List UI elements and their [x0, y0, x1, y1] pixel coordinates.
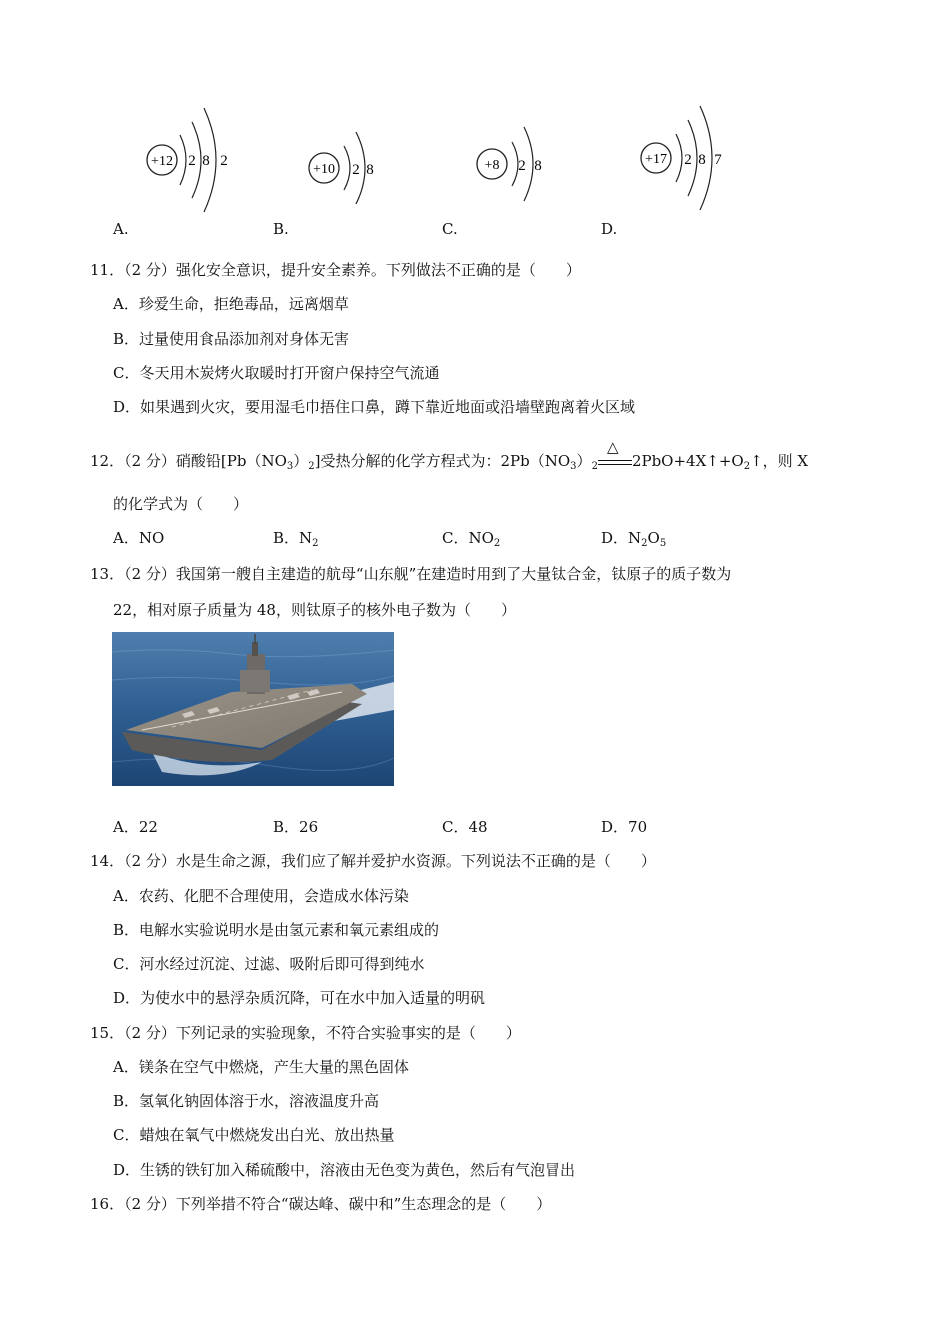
- svg-text:2: 2: [684, 152, 692, 168]
- q11-option-a: A．珍爱生命，拒绝毒品，远离烟草: [113, 295, 349, 313]
- q14-option-d: D．为使水中的悬浮杂质沉降，可在水中加入适量的明矾: [113, 989, 486, 1007]
- heat-equals-sign: [598, 438, 632, 471]
- aircraft-carrier-photo: [112, 632, 394, 786]
- nucleus-charge: +17: [645, 152, 667, 167]
- svg-text:7: 7: [714, 152, 722, 168]
- q12-option-a: A．NO: [113, 529, 165, 547]
- atom-diagram-a: [140, 100, 250, 215]
- nucleus-charge: +12: [151, 154, 173, 169]
- q13-option-b: B．26: [273, 818, 319, 836]
- atom-diagram-d: [630, 100, 740, 215]
- triangle-icon: △: [606, 438, 619, 456]
- q12-stem: 12．（2 分）硝酸铅$[Pb(NO_3)_2]$受热分解的化学方程式为：$2Pb(NO_3)_2$ △ $2PbO+4X↑+O_2↑$，则 X: [90, 438, 809, 472]
- q15-stem: 15．（2 分）下列记录的实验现象，不符合实验事实的是（ ）: [90, 1024, 521, 1042]
- q14-option-b: B．电解水实验说明水是由氢元素和氧元素组成的: [113, 921, 440, 939]
- q13-stem: 13．（2 分）我国第一艘自主建造的航母“山东舰”在建造时用到了大量钛合金，钛原子的质子数为: [90, 565, 732, 583]
- svg-text:2: 2: [352, 162, 360, 178]
- q10-option-c: C.: [442, 220, 458, 238]
- svg-text:2: 2: [188, 153, 196, 169]
- q12-option-b: B．$N_2$: [273, 529, 319, 549]
- q16-stem: 16．（2 分）下列举措不符合“碳达峰、碳中和”生态理念的是（ ）: [90, 1195, 552, 1213]
- question-number: 16．: [90, 1195, 125, 1213]
- q11-option-d: D．如果遇到火灾，要用湿毛巾捂住口鼻，蹲下靠近地面或沿墙壁跑离着火区域: [113, 398, 636, 416]
- question-number: 13．: [90, 565, 125, 583]
- q13-option-d: D．70: [601, 818, 648, 836]
- svg-text:8: 8: [366, 162, 374, 178]
- q12-option-d: D．$N_2O_5$: [601, 529, 667, 549]
- q10-option-a: A.: [113, 220, 129, 238]
- svg-text:8: 8: [534, 158, 542, 174]
- svg-text:2: 2: [220, 153, 228, 169]
- atom-diagram-b: [302, 118, 392, 218]
- question-number: 11．: [90, 261, 125, 279]
- q11-option-b: B．过量使用食品添加剂对身体无害: [113, 330, 350, 348]
- q15-option-c: C．蜡烛在氧气中燃烧发出白光、放出热量: [113, 1126, 395, 1144]
- q12-option-c: C．$NO_2$: [442, 529, 501, 549]
- q12-stem-line2: 的化学式为（ ）: [113, 495, 249, 513]
- q11-option-c: C．冬天用木炭烤火取暖时打开窗户保持空气流通: [113, 364, 440, 382]
- svg-text:8: 8: [202, 153, 210, 169]
- nucleus-charge: +10: [313, 162, 335, 177]
- question-number: 14．: [90, 852, 125, 870]
- q14-option-c: C．河水经过沉淀、过滤、吸附后即可得到纯水: [113, 955, 425, 973]
- q15-option-a: A．镁条在空气中燃烧，产生大量的黑色固体: [113, 1058, 409, 1076]
- q14-stem: 14．（2 分）水是生命之源，我们应了解并爱护水资源。下列说法不正确的是（ ）: [90, 852, 656, 870]
- question-number: 15．: [90, 1024, 125, 1042]
- question-number: 12．: [90, 452, 125, 470]
- svg-text:2: 2: [518, 158, 526, 174]
- q13-option-a: A．22: [113, 818, 158, 836]
- q15-option-b: B．氢氧化钠固体溶于水，溶液温度升高: [113, 1092, 380, 1110]
- svg-text:8: 8: [698, 152, 706, 168]
- q14-option-a: A．农药、化肥不合理使用，会造成水体污染: [113, 887, 409, 905]
- q15-option-d: D．生锈的铁钉加入稀硫酸中，溶液由无色变为黄色，然后有气泡冒出: [113, 1161, 576, 1179]
- q10-option-b: B.: [273, 220, 289, 238]
- q10-option-d: D.: [601, 220, 618, 238]
- nucleus-charge: +8: [484, 158, 500, 173]
- atom-diagram-c: [468, 115, 558, 215]
- q13-option-c: C．48: [442, 818, 488, 836]
- q13-stem-line2: 22，相对原子质量为 48，则钛原子的核外电子数为（ ）: [113, 601, 516, 619]
- q11-stem: 11．（2 分）强化安全意识，提升安全素养。下列做法不正确的是（ ）: [90, 261, 581, 279]
